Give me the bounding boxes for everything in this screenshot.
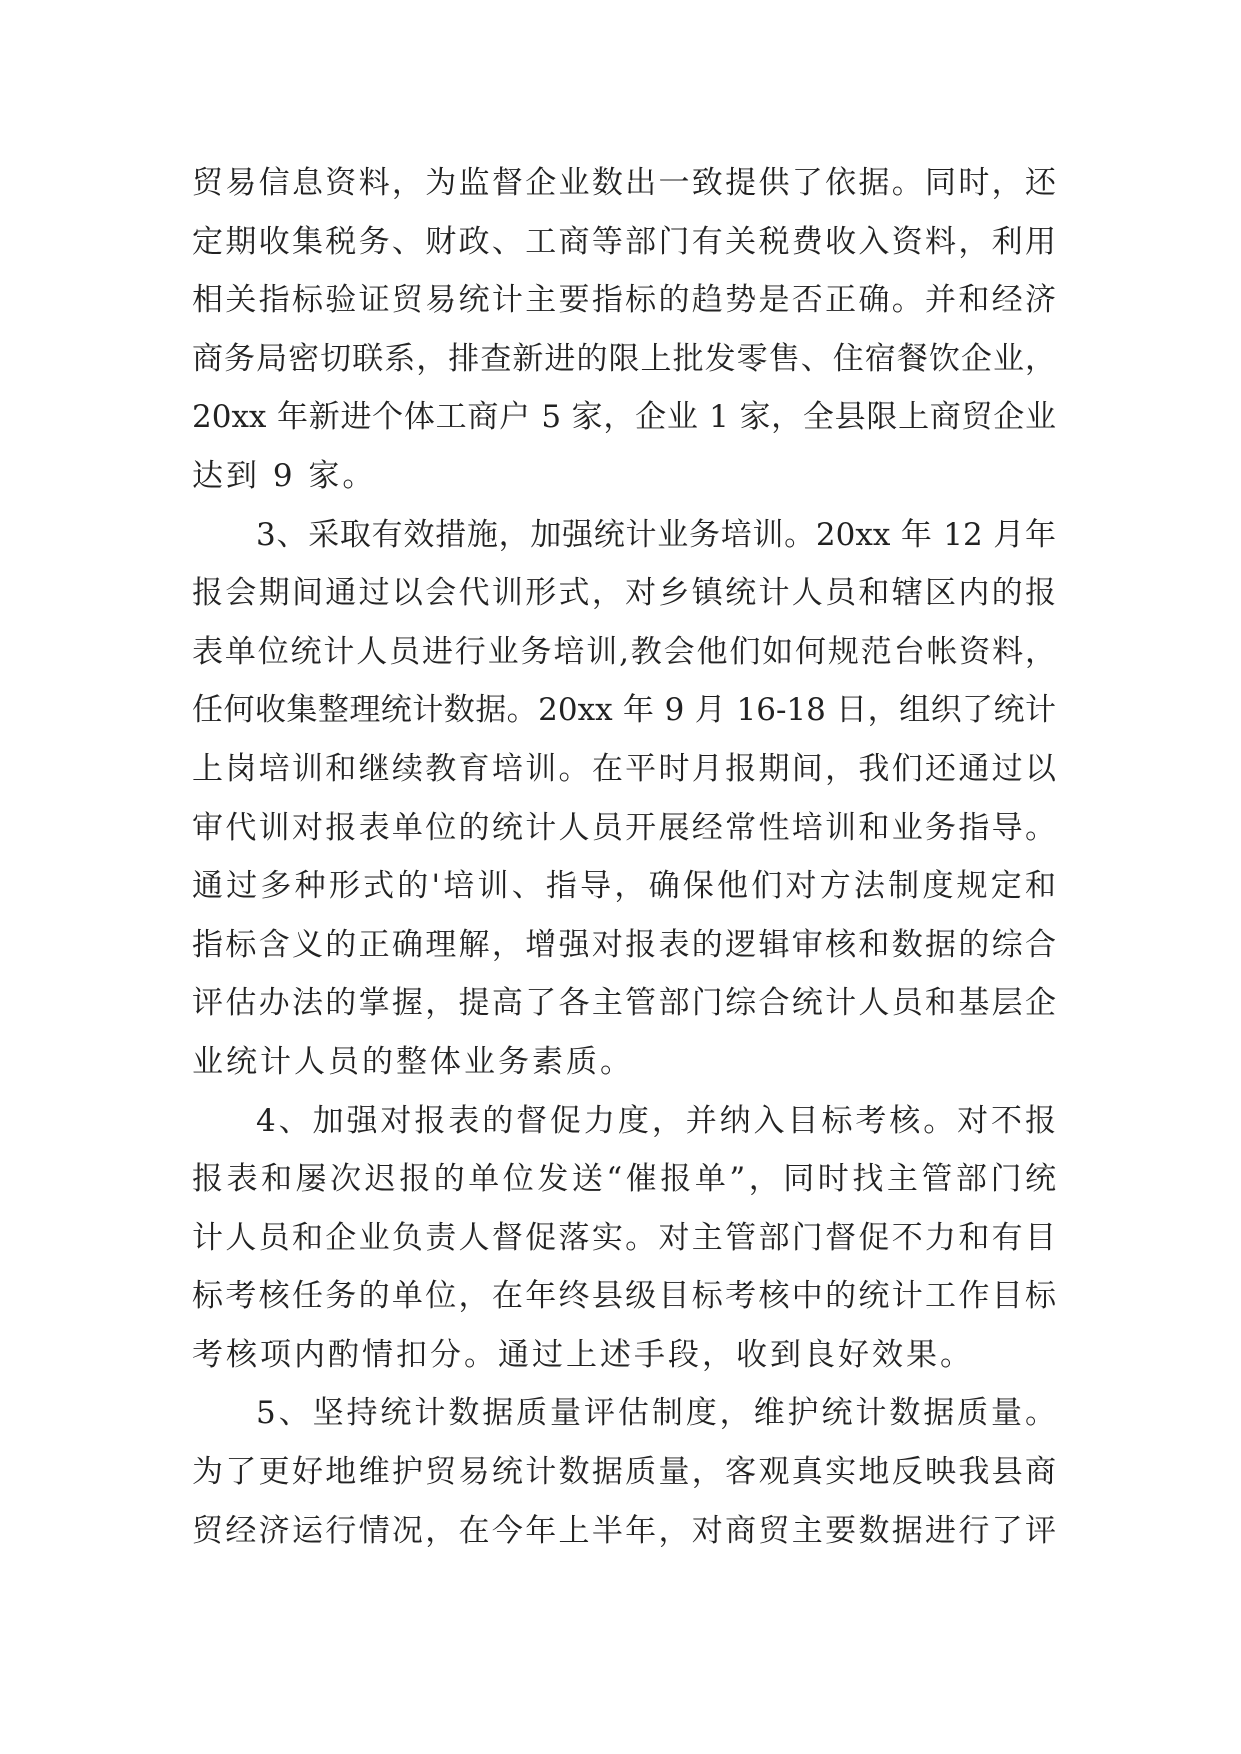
text-line: 评估办法的掌握，提高了各主管部门综合统计人员和基层企 <box>192 985 1056 1022</box>
document-body <box>192 154 1056 1560</box>
text-line: 报会期间通过以会代训形式，对乡镇统计人员和辖区内的报 <box>192 575 1056 612</box>
text-line: 商务局密切联系，排查新进的限上批发零售、住宿餐饮企业， <box>192 340 1056 377</box>
paragraph-item-4 <box>192 1092 1056 1385</box>
text-line: 通过多种形式的'培训、指导，确保他们对方法制度规定和 <box>192 868 1056 905</box>
text-line: 贸易信息资料，为监督企业数出一致提供了依据。同时，还 <box>192 165 1056 201</box>
text-line: 3、采取有效措施，加强统计业务培训。20xx 年 12 月年 <box>256 516 1056 553</box>
text-line: 为了更好地维护贸易统计数据质量，客观真实地反映我县商 <box>192 1454 1056 1491</box>
text-line: 任何收集整理统计数据。20xx 年 9 月 16-18 日，组织了统计 <box>192 692 1056 729</box>
text-line: 表单位统计人员进行业务培训,教会他们如何规范台帐资料， <box>192 633 1056 670</box>
text-line: 4、加强对报表的督促力度，并纳入目标考核。对不报 <box>256 1102 1056 1139</box>
text-line: 相关指标验证贸易统计主要指标的趋势是否正确。并和经济 <box>192 282 1056 319</box>
text-line: 定期收集税务、财政、工商等部门有关税费收入资料，利用 <box>192 223 1056 260</box>
text-line: 上岗培训和继续教育培训。在平时月报期间，我们还通过以 <box>192 750 1056 787</box>
text-line: 贸经济运行情况，在今年上半年，对商贸主要数据进行了评 <box>192 1512 1056 1549</box>
text-line: 达到 9 家。 <box>192 457 377 494</box>
text-line: 20xx 年新进个体工商户 5 家，企业 1 家，全县限上商贸企业 <box>192 399 1056 436</box>
text-line: 报表和屡次迟报的单位发送“催报单”，同时找主管部门统 <box>192 1161 1056 1198</box>
text-line: 标考核任务的单位，在年终县级目标考核中的统计工作目标 <box>192 1278 1056 1315</box>
text-line: 计人员和企业负责人督促落实。对主管部门督促不力和有目 <box>192 1219 1056 1256</box>
text-line: 考核项内酌情扣分。通过上述手段，收到良好效果。 <box>192 1336 974 1373</box>
text-line: 业统计人员的整体业务素质。 <box>192 1043 634 1080</box>
paragraph-continued <box>192 154 1056 506</box>
text-line: 5、坚持统计数据质量评估制度，维护统计数据质量。 <box>256 1395 1056 1432</box>
text-line: 指标含义的正确理解，增强对报表的逻辑审核和数据的综合 <box>192 926 1056 963</box>
text-line: 审代训对报表单位的统计人员开展经常性培训和业务指导。 <box>192 809 1056 846</box>
paragraph-item-5 <box>192 1384 1056 1560</box>
paragraph-item-3 <box>192 506 1056 1092</box>
